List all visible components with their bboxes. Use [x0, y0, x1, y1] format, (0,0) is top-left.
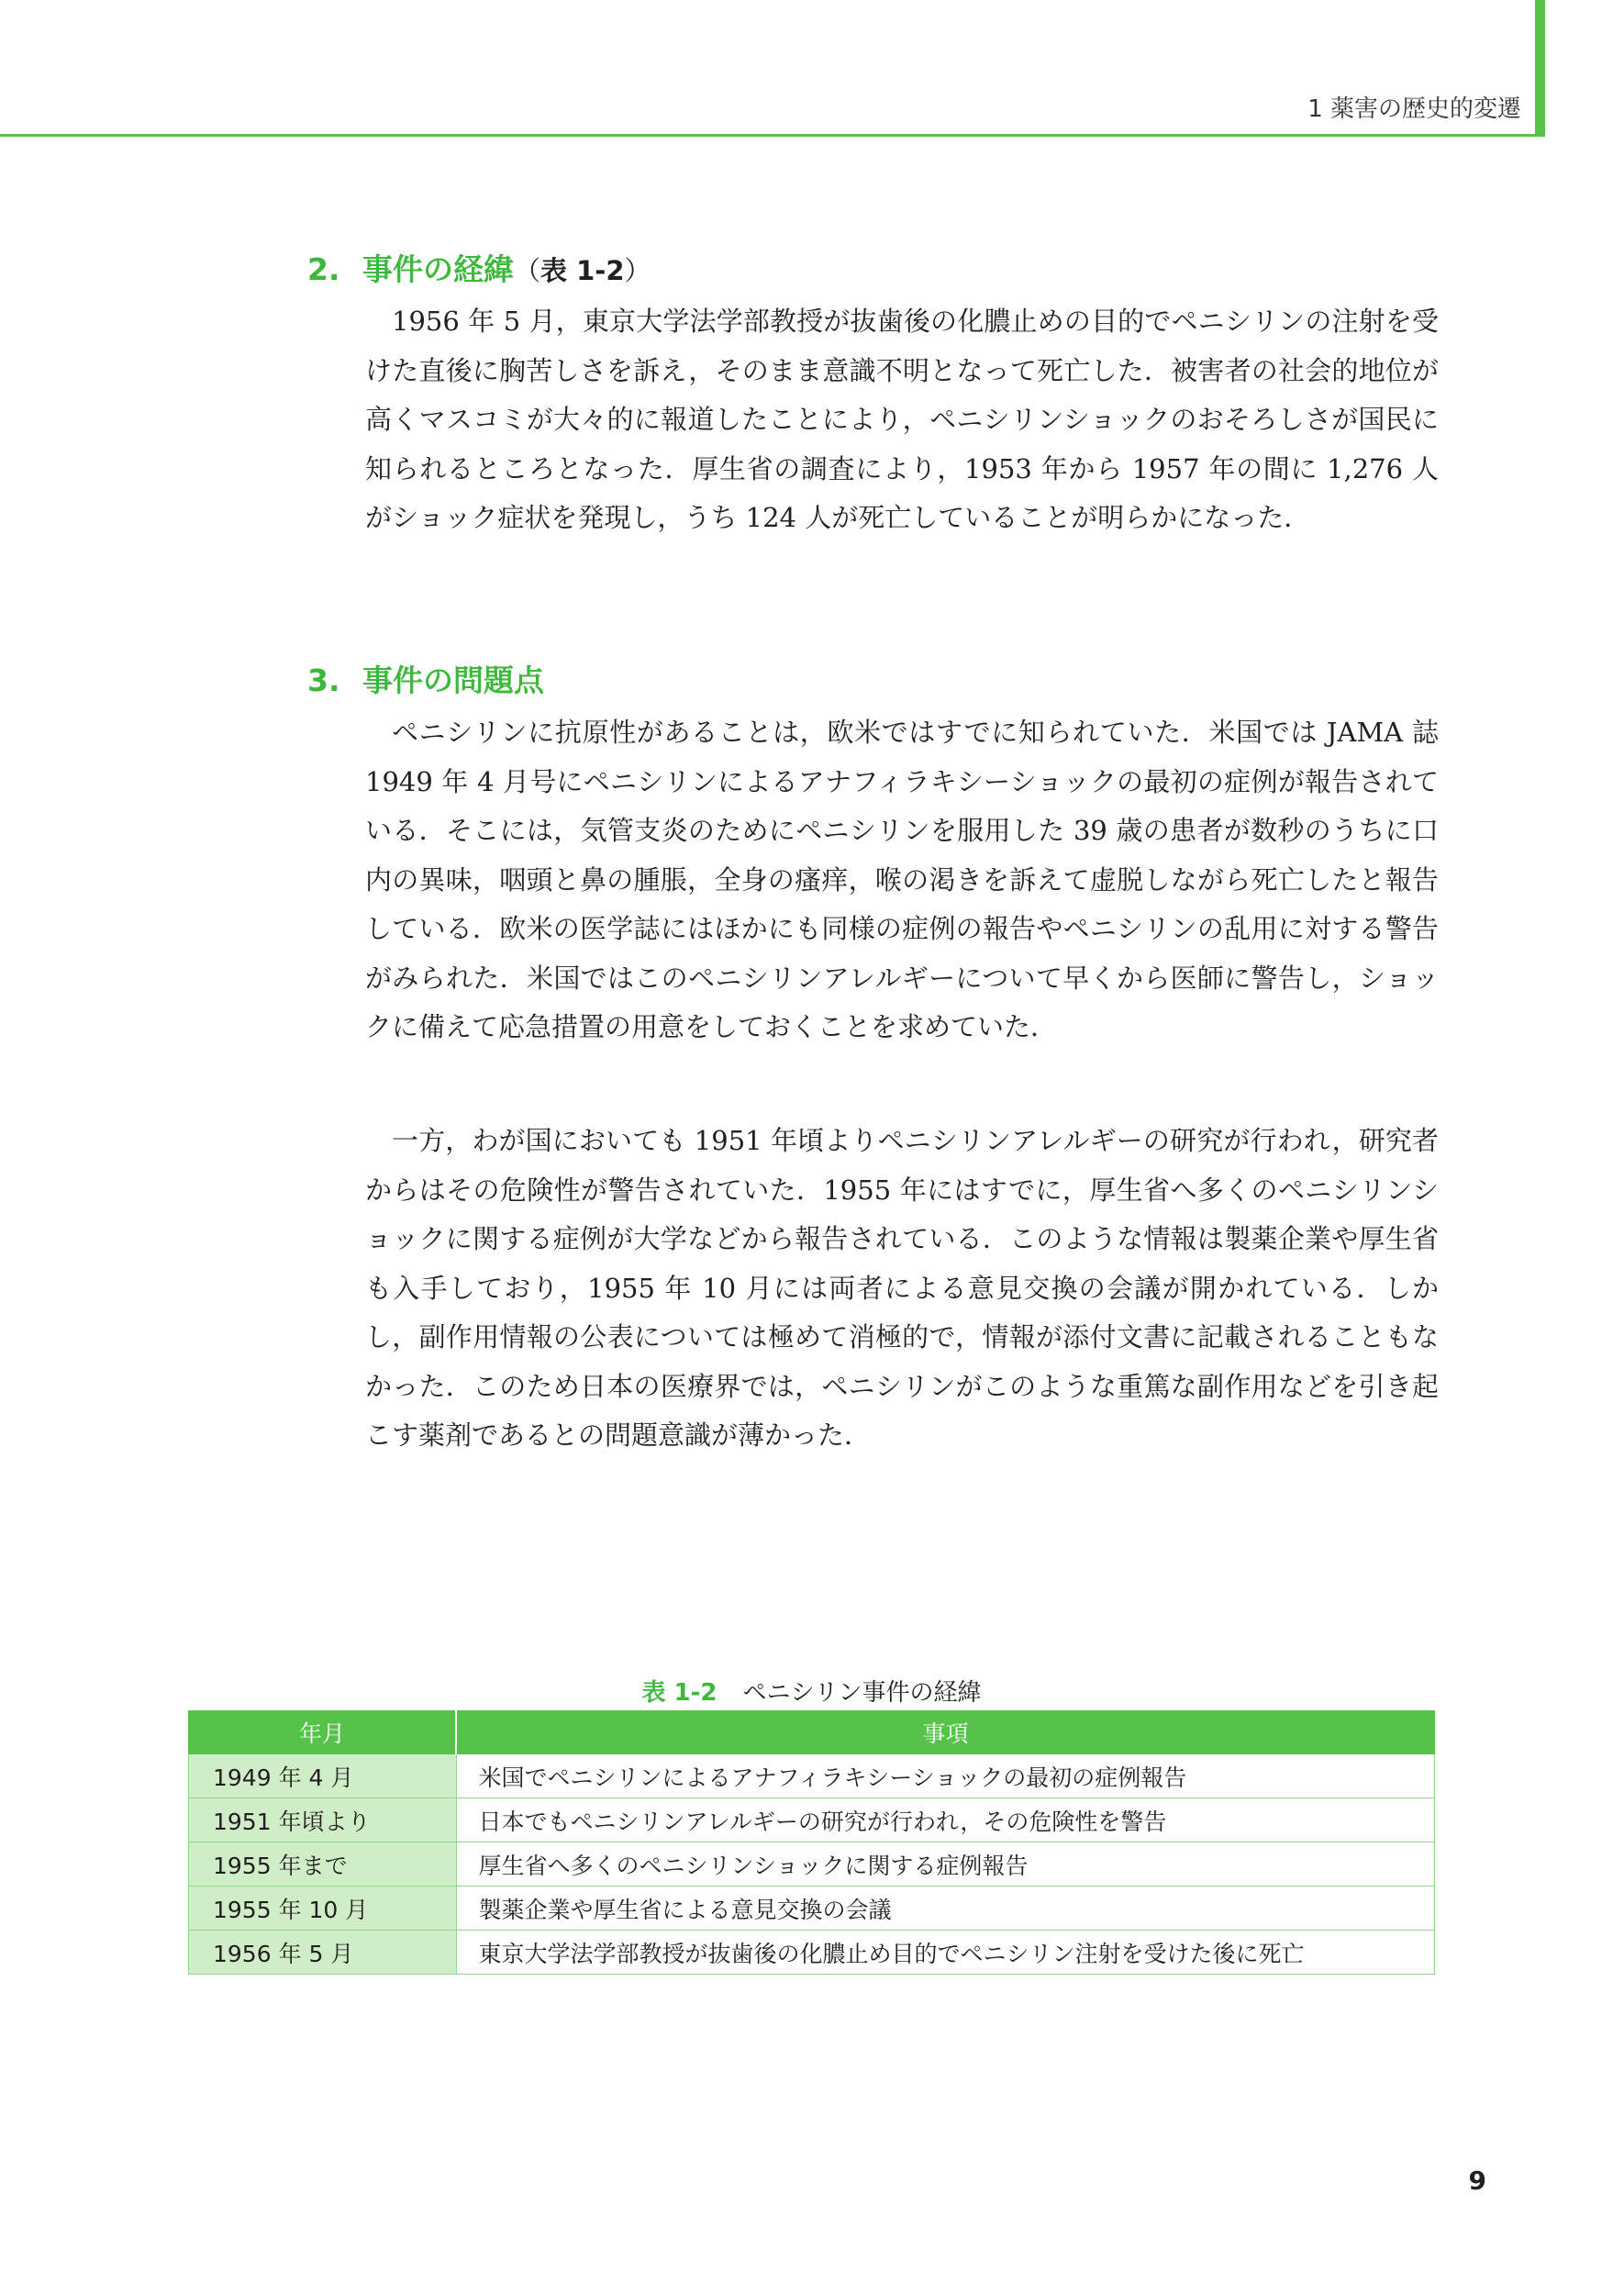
- section-2-number: 2.: [307, 251, 340, 287]
- table-row: [189, 1842, 1435, 1887]
- table-cell-item: 厚生省へ多くのペニシリンショックに関する症例報告: [456, 1842, 1435, 1887]
- section-2-title: 事件の経緯: [362, 251, 514, 287]
- table-header-item: 事項: [456, 1711, 1435, 1754]
- table-cell-date: 1955 年 10 月: [189, 1887, 457, 1931]
- section-2-heading: [307, 246, 651, 289]
- table-header-row: [189, 1711, 1435, 1754]
- table-cell-date: 1949 年 4 月: [189, 1754, 457, 1798]
- table-row: [189, 1931, 1435, 1975]
- table-caption: [188, 1674, 1435, 1708]
- events-table: [188, 1710, 1435, 1975]
- section-3-paragraph-2: 一方，わが国においても 1951 年頃よりペニシリンアレルギーの研究が行われ，研究者からはその危険性が警告されていた．1955 年にはすでに，厚生省へ多くのペニシリンショックに関する症例が大学などから報告されている．このような情報は製薬企業や厚生省も入手しており，1955 年 10 月には両者による意見交換の会議が開かれている．しかし，副作用情報の公表については極めて消極的で，情報が添付文書に記載されることもなかった．このため日本の医療界では，ペニシリンがこのような重篤な副作用などを引き起こす薬剤であるとの問題意識が薄かった．: [365, 1125, 1439, 1451]
- table-cell-date: 1955 年まで: [189, 1842, 457, 1887]
- header-rule: [0, 134, 1545, 137]
- running-head: 1 薬害の歴史的変遷: [1307, 95, 1521, 123]
- table-caption-title: ペニシリン事件の経緯: [742, 1679, 982, 1707]
- section-2-table-ref: （表 1-2）: [514, 255, 651, 286]
- section-3-paragraph-1: ペニシリンに抗原性があることは，欧米ではすでに知られていた．米国では JAMA 誌 1949 年 4 月号にペニシリンによるアナフィラキシーショックの最初の症例が報告されている．そこには，気管支炎のためにペニシリンを服用した 39 歳の患者が数秒のうちに口内の異味，咽頭と鼻の腫脹，全身の瘙痒，喉の渇きを訴えて虚脱しながら死亡したと報告している．欧米の医学誌にはほかにも同様の症例の報告やペニシリンの乱用に対する警告がみられた．米国ではこのペニシリンアレルギーについて早くから医師に警告し，ショックに備えて応急措置の用意をしておくことを求めていた．: [365, 717, 1439, 1042]
- table-cell-date: 1956 年 5 月: [189, 1931, 457, 1975]
- section-3-number: 3.: [307, 662, 340, 698]
- table-cell-item: 製薬企業や厚生省による意見交換の会議: [456, 1887, 1435, 1931]
- table-cell-item: 東京大学法学部教授が抜歯後の化膿止め目的でペニシリン注射を受けた後に死亡: [456, 1931, 1435, 1975]
- header-accent-bar: [1535, 0, 1545, 136]
- section-3-title: 事件の問題点: [362, 662, 544, 698]
- section-3-heading: [307, 657, 544, 700]
- page-number: 9: [1468, 2165, 1486, 2196]
- table-caption-label: 表 1-2: [641, 1679, 717, 1707]
- table-cell-item: 米国でペニシリンによるアナフィラキシーショックの最初の症例報告: [456, 1754, 1435, 1798]
- table-row: [189, 1754, 1435, 1798]
- table-cell-item: 日本でもペニシリンアレルギーの研究が行われ，その危険性を警告: [456, 1798, 1435, 1842]
- table-cell-date: 1951 年頃より: [189, 1798, 457, 1842]
- table-row: [189, 1887, 1435, 1931]
- table-header-date: 年月: [189, 1711, 457, 1754]
- section-2-paragraph: 1956 年 5 月，東京大学法学部教授が抜歯後の化膿止めの目的でペニシリンの注射を受けた直後に胸苦しさを訴え，そのまま意識不明となって死亡した．被害者の社会的地位が高くマスコミが大々的に報道したことにより，ペニシリンショックのおそろしさが国民に知られるところとなった．厚生省の調査により，1953 年から 1957 年の間に 1,276 人がショック症状を発現し，うち 124 人が死亡していることが明らかになった．: [365, 306, 1439, 533]
- table-row: [189, 1798, 1435, 1842]
